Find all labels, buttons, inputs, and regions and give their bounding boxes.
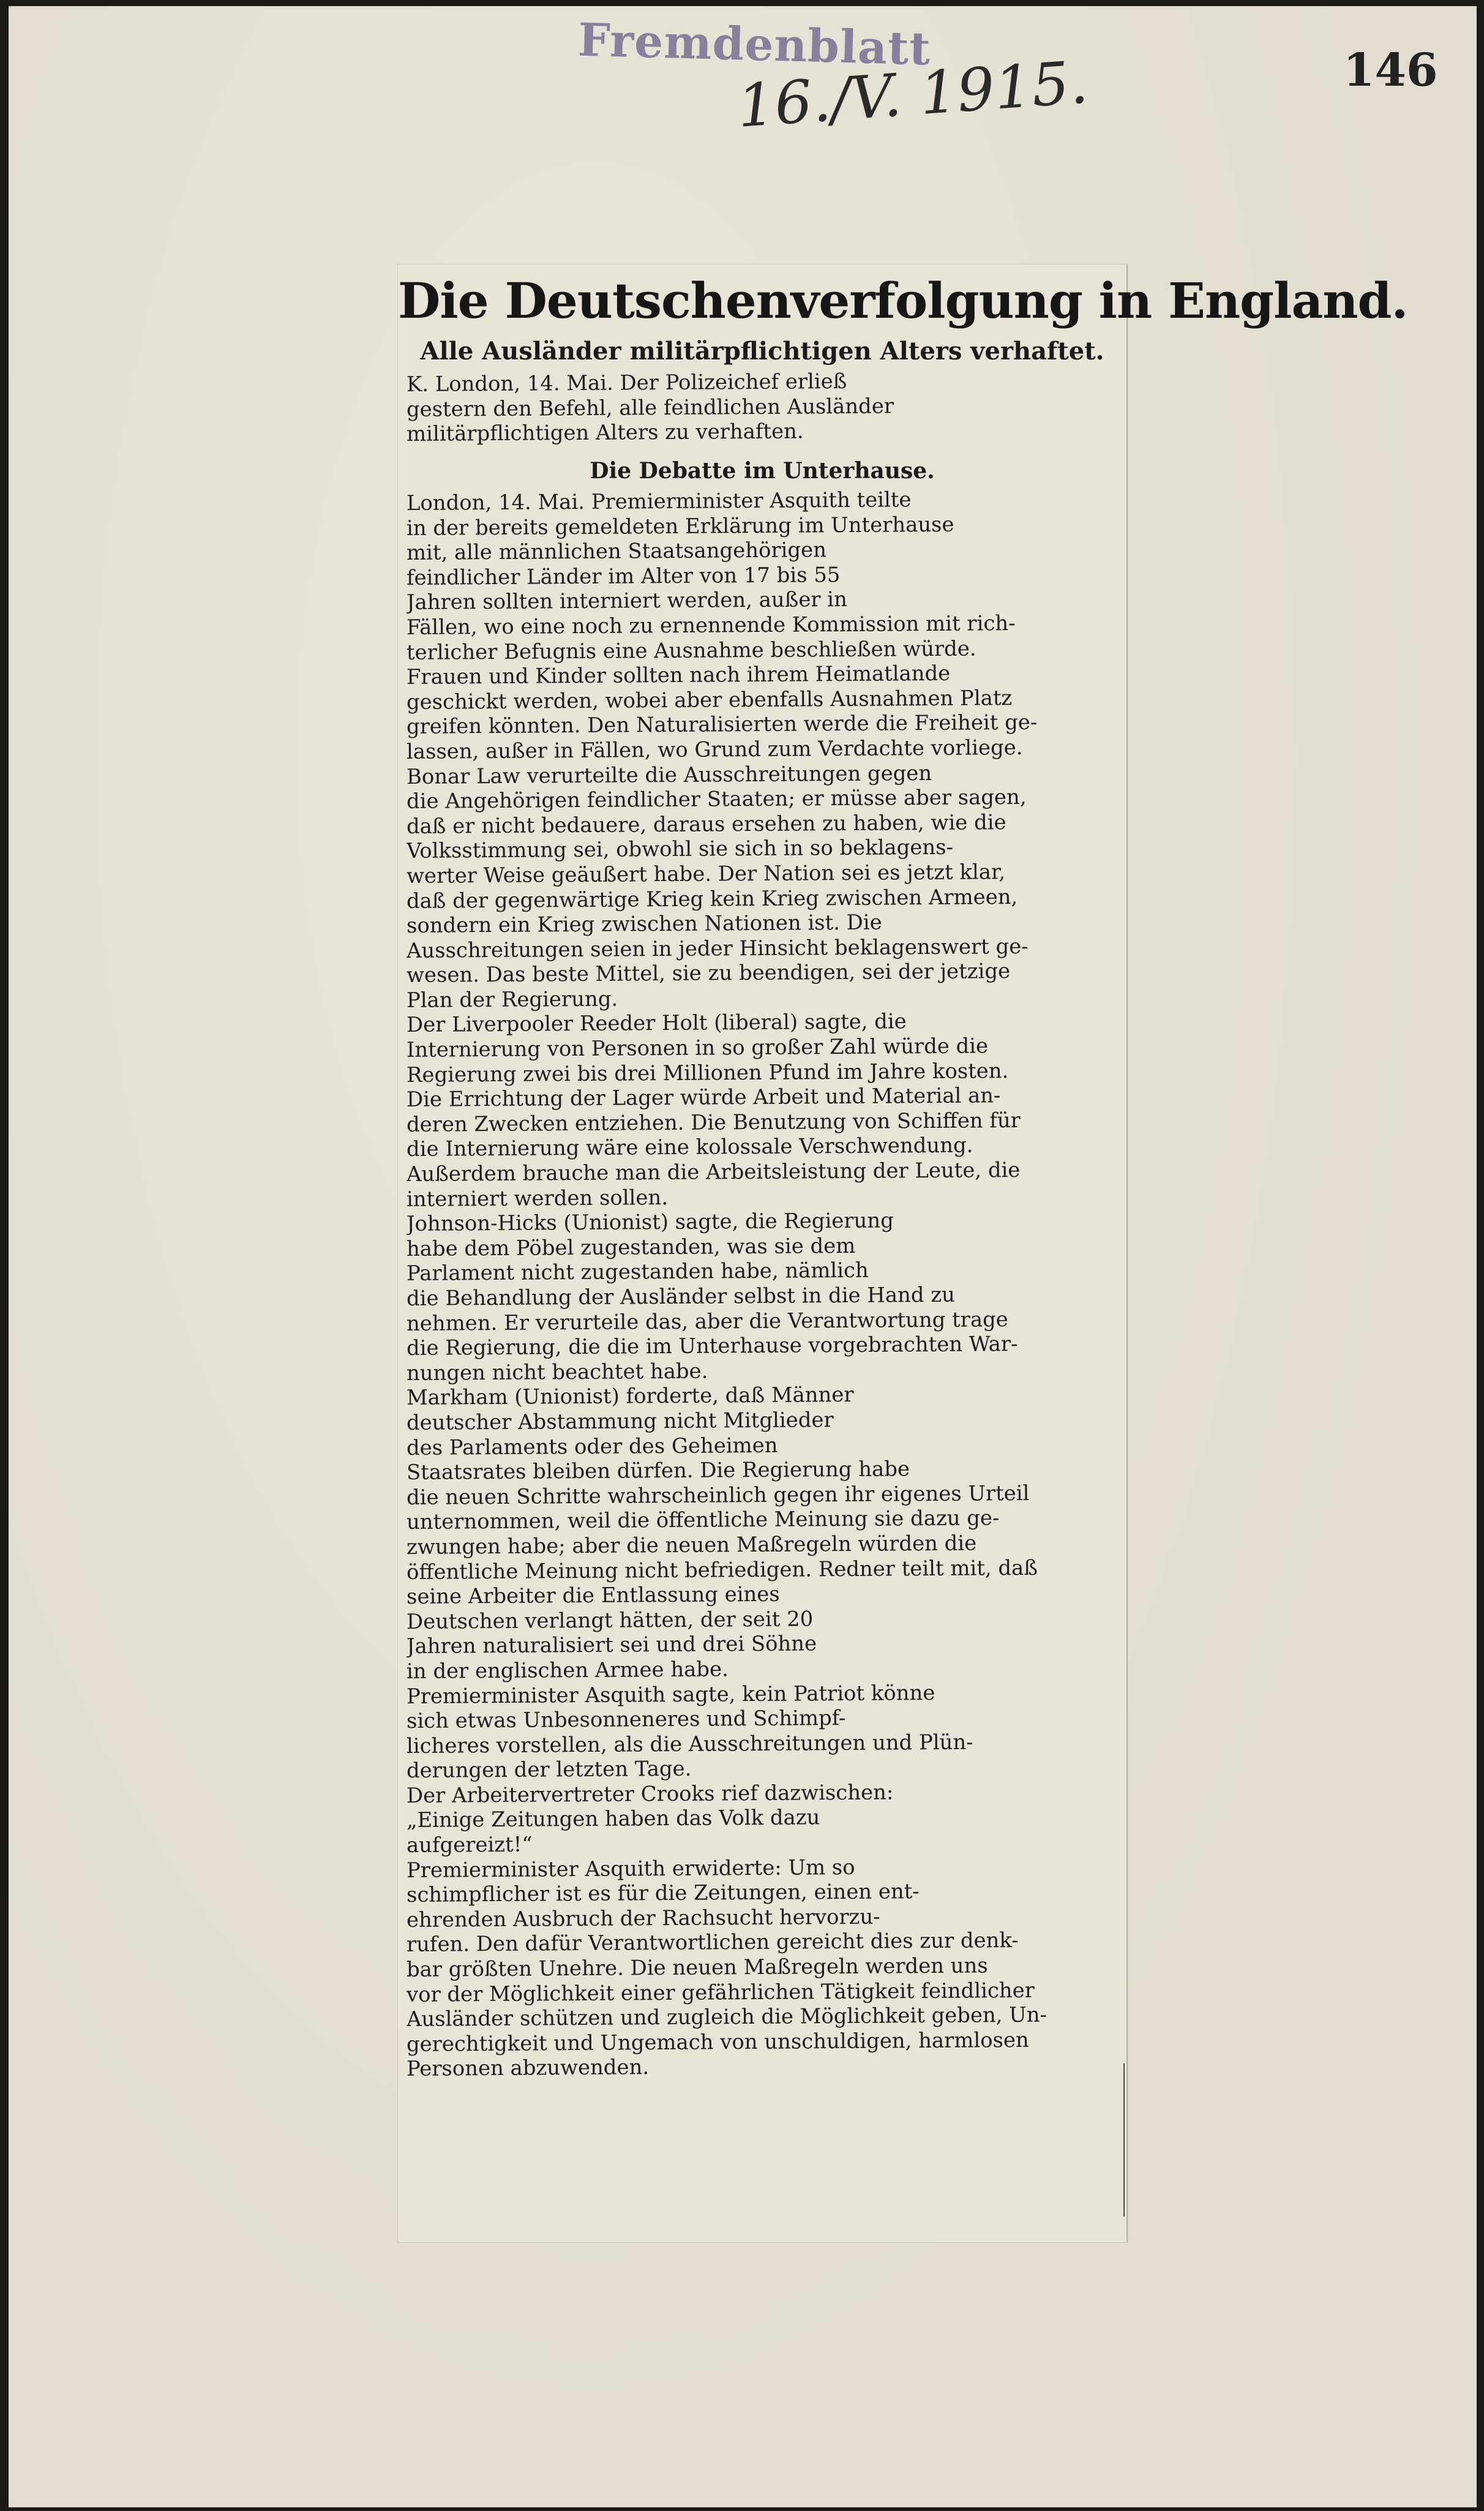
text-line: greifen könnten. Den Naturalisierten werde die Freiheit ge- xyxy=(406,710,1038,739)
text-line: die Internierung wäre eine kolossale Verschwendung. xyxy=(406,1133,973,1162)
text-line: bar größten Unehre. Die neuen Maßregeln werden uns xyxy=(406,1953,988,1982)
text-line: Jahren sollten interniert werden, außer in xyxy=(406,587,847,615)
text-line: ehrenden Ausbruch der Rachsucht hervorzu- xyxy=(406,1904,880,1932)
text-line: Bonar Law verurteilte die Ausschreitungen gegen xyxy=(406,760,932,789)
newspaper-clipping xyxy=(398,265,1408,2242)
text-line: militärpflichtigen Alters zu verhaften. xyxy=(406,419,804,446)
text-line: aufgereizt!“ xyxy=(406,1832,533,1858)
article-headline: Die Deutschenverfolgung in England. xyxy=(398,272,1408,329)
text-line: daß der gegenwärtige Krieg kein Krieg zwischen Armeen, xyxy=(406,884,1018,913)
text-line: gerechtigkeit und Ungemach von unschuldigen, harmlosen xyxy=(406,2027,1029,2056)
text-line: interniert werden sollen. xyxy=(406,1185,669,1211)
text-line: die Regierung, die die im Unterhause vorgebrachten War- xyxy=(406,1332,1018,1361)
article-body xyxy=(406,487,1120,2082)
text-line: in der bereits gemeldeten Erklärung im Unterhause xyxy=(406,512,954,540)
text-line: London, 14. Mai. Premierminister Asquith teilte xyxy=(406,487,912,515)
text-line: vor der Möglichkeit einer gefährlichen Tätigkeit feindlicher xyxy=(406,1978,1035,2006)
text-line: Deutschen verlangt hätten, der seit 20 xyxy=(406,1607,814,1634)
text-line: nungen nicht beachtet habe. xyxy=(406,1359,708,1385)
text-line: licheres vorstellen, als die Ausschreitungen und Plün- xyxy=(406,1730,973,1758)
handwritten-date: 16./V. 1915. xyxy=(735,48,1090,141)
text-line: K. London, 14. Mai. Der Polizeichef erließ xyxy=(406,369,847,396)
text-line: geschickt werden, wobei aber ebenfalls Ausnahmen Platz xyxy=(406,685,1013,714)
text-line: Außerdem brauche man die Arbeitsleistung der Leute, die xyxy=(406,1158,1021,1187)
text-line: wesen. Das beste Mittel, sie zu beendigen, sei der jetzige xyxy=(406,959,1011,988)
text-line: öffentliche Meinung nicht befriedigen. Redner teilt mit, daß xyxy=(406,1555,1038,1584)
text-line: zwungen habe; aber die neuen Maßregeln würden die xyxy=(406,1531,977,1559)
text-line: Staatsrates bleiben dürfen. Die Regierung habe xyxy=(406,1457,910,1485)
text-line: Internierung von Personen in so großer Zahl würde die xyxy=(406,1034,989,1062)
text-line: daß er nicht bedauere, daraus ersehen zu haben, wie die xyxy=(406,809,1006,838)
text-line: Premierminister Asquith erwiderte: Um so xyxy=(406,1855,855,1882)
newspaper-stamp: Fremdenblatt xyxy=(577,13,932,76)
text-line: schimpflicher ist es für die Zeitungen, einen ent- xyxy=(406,1879,920,1907)
text-line: Personen abzuwenden. xyxy=(406,2055,650,2081)
text-line: deren Zwecken entziehen. Die Benutzung von Schiffen für xyxy=(406,1108,1021,1136)
text-line: mit, alle männlichen Staatsangehörigen xyxy=(406,538,827,565)
text-line: lassen, außer in Fällen, wo Grund zum Verdachte vorliege. xyxy=(406,735,1023,764)
text-line: rufen. Den dafür Verantwortlichen gereicht dies zur denk- xyxy=(406,1928,1019,1957)
folio-number: 146 xyxy=(1343,44,1438,97)
article-subheadline: Alle Ausländer militärpflichtigen Alters verhaftet. xyxy=(420,337,1104,366)
text-line: nehmen. Er verurteile das, aber die Verantwortung trage xyxy=(406,1307,1008,1335)
text-line: seine Arbeiter die Entlassung eines xyxy=(406,1582,780,1609)
text-line: Jahren naturalisiert sei und drei Söhne xyxy=(406,1631,817,1659)
text-line: sondern ein Krieg zwischen Nationen ist. Die xyxy=(406,910,882,938)
text-line: Der Liverpooler Reeder Holt (liberal) sagte, die xyxy=(406,1009,907,1037)
text-line: terlicher Befugnis eine Ausnahme beschließen würde. xyxy=(406,636,976,664)
text-line: Johnson-Hicks (Unionist) sagte, die Regierung xyxy=(406,1208,894,1236)
text-line: Frauen und Kinder sollten nach ihrem Heimatlande xyxy=(406,661,951,689)
text-line: Parlament nicht zugestanden habe, nämlich xyxy=(406,1258,869,1286)
text-line: Markham (Unionist) forderte, daß Männer xyxy=(406,1383,854,1410)
text-line: deutscher Abstammung nicht Mitglieder xyxy=(406,1408,834,1435)
text-line: feindlicher Länder im Alter von 17 bis 55 xyxy=(406,562,841,590)
text-line: sich etwas Unbesonneneres und Schimpf- xyxy=(406,1706,846,1733)
article-intro xyxy=(406,369,1120,447)
text-line: Volksstimmung sei, obwohl sie sich in so beklagens- xyxy=(406,835,954,863)
text-line: die Behandlung der Ausländer selbst in die Hand zu xyxy=(406,1282,956,1310)
text-line: Plan der Regierung. xyxy=(406,986,618,1012)
text-line: die neuen Schritte wahrscheinlich gegen ihr eigenes Urteil xyxy=(406,1481,1030,1509)
text-line: gestern den Befehl, alle feindlichen Ausländer xyxy=(406,394,894,421)
text-line: Die Errichtung der Lager würde Arbeit und Material an- xyxy=(406,1083,1001,1112)
column-rule xyxy=(1123,2063,1125,2216)
text-line: Premierminister Asquith sagte, kein Patriot könne xyxy=(406,1680,935,1708)
text-line: des Parlaments oder des Geheimen xyxy=(406,1433,778,1460)
text-line: in der englischen Armee habe. xyxy=(406,1657,729,1683)
text-line: die Angehörigen feindlicher Staaten; er müsse aber sagen, xyxy=(406,785,1027,814)
text-line: Der Arbeitervertreter Crooks rief dazwischen: xyxy=(406,1780,894,1807)
text-line: Ausschreitungen seien in jeder Hinsicht beklagenswert ge- xyxy=(406,934,1029,963)
text-line: „Einige Zeitungen haben das Volk dazu xyxy=(406,1805,820,1833)
text-line: werter Weise geäußert habe. Der Nation sei es jetzt klar, xyxy=(406,860,1006,888)
text-line: Ausländer schützen und zugleich die Möglichkeit geben, Un- xyxy=(406,2002,1047,2032)
section-heading: Die Debatte im Unterhause. xyxy=(590,458,935,484)
text-line: Fällen, wo eine noch zu ernennende Kommission mit rich- xyxy=(406,611,1016,639)
text-line: derungen der letzten Tage. xyxy=(406,1757,692,1783)
text-line: unternommen, weil die öffentliche Meinung sie dazu ge- xyxy=(406,1506,1000,1534)
text-line: Regierung zwei bis drei Millionen Pfund im Jahre kosten. xyxy=(406,1058,1009,1087)
text-line: habe dem Pöbel zugestanden, was sie dem xyxy=(406,1233,856,1261)
